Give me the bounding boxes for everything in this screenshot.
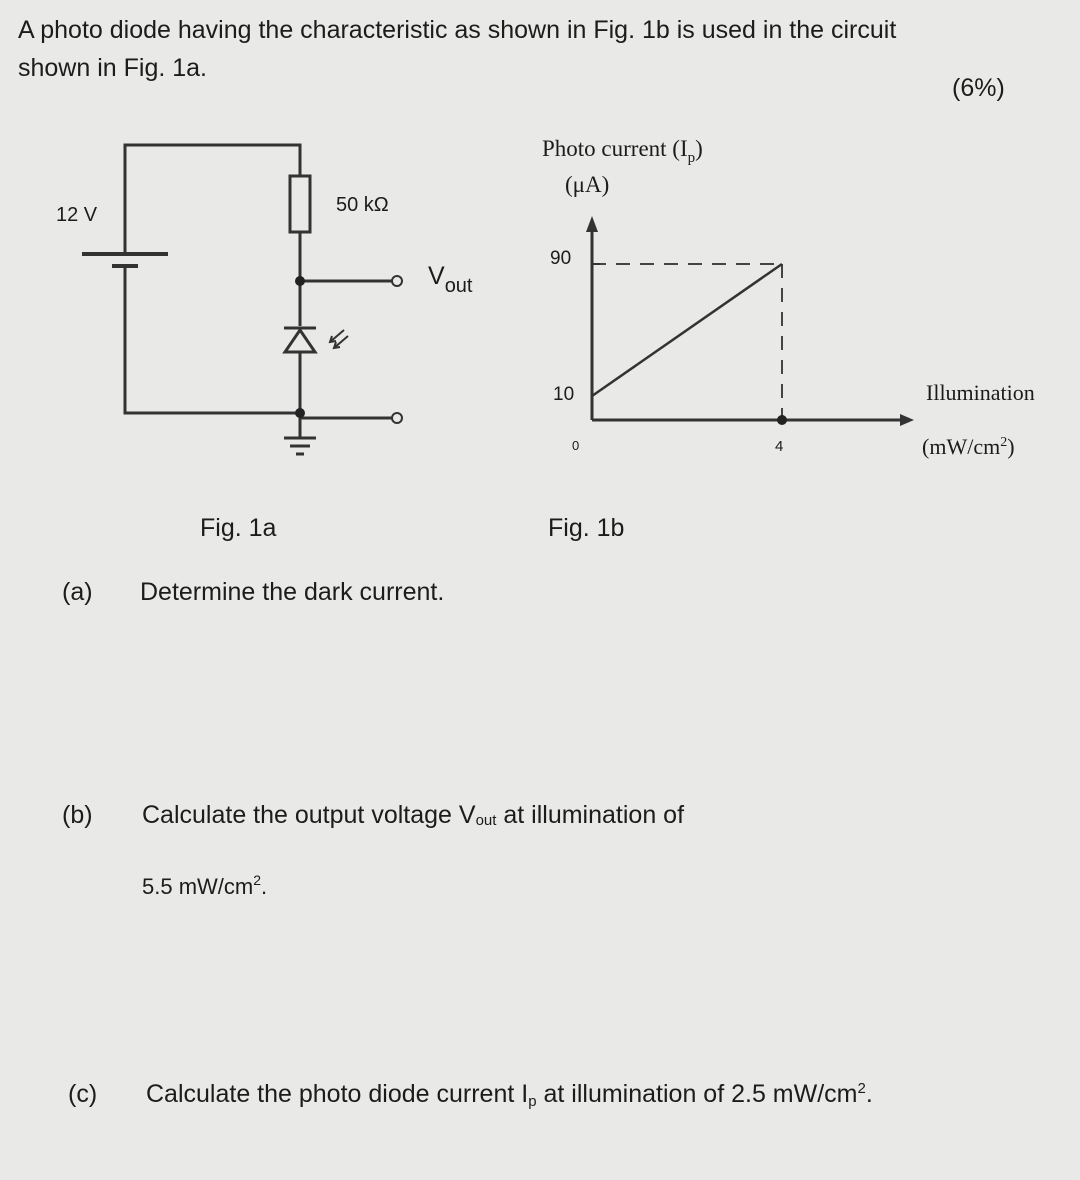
- question-c-main: Calculate the photo diode current I: [146, 1080, 529, 1108]
- y-axis-arrow-icon: [586, 216, 598, 232]
- chart-title-line-1: [542, 136, 703, 166]
- question-b-sup: 2: [253, 872, 262, 888]
- question-b-main: Calculate the output voltage V: [142, 801, 476, 829]
- question-b-end: .: [261, 874, 268, 899]
- marks-label: (6%): [952, 74, 1005, 102]
- question-b-line-2: [142, 874, 267, 900]
- question-b-subscript: out: [475, 812, 497, 829]
- question-b-value: 5.5 mW/cm: [142, 874, 254, 899]
- question-b-text: [142, 801, 684, 830]
- x-axis-unit-sup: 2: [1000, 435, 1008, 450]
- problem-statement-line-1: A photo diode having the characteristic as shown in Fig. 1b is used in the circuit: [18, 16, 897, 44]
- vout-subscript: out: [444, 275, 473, 297]
- question-c-sup: 2: [857, 1080, 866, 1097]
- question-c-after: at illumination of 2.5 mW/cm: [536, 1080, 858, 1108]
- question-b-label: (b): [62, 801, 93, 829]
- fig1a-caption: Fig. 1a: [200, 514, 277, 542]
- question-b-after: at illumination of: [496, 801, 685, 829]
- source-voltage-label: 12 V: [56, 204, 98, 226]
- question-c-end: .: [865, 1080, 873, 1108]
- chart-title-main: Photo current (I: [542, 136, 688, 161]
- resistor-label: 50 kΩ: [336, 194, 389, 216]
- x-axis-arrow-icon: [900, 414, 914, 426]
- y-tick-label-10: 10: [553, 384, 575, 405]
- question-c-label: (c): [68, 1080, 98, 1108]
- chart-title-subscript: p: [687, 150, 696, 166]
- x-tick-label-4: 4: [775, 438, 784, 455]
- chart-title-close: ): [695, 136, 703, 161]
- question-c-subscript: p: [528, 1093, 537, 1110]
- fig1b-caption: Fig. 1b: [548, 514, 625, 542]
- question-c-text: [146, 1080, 873, 1109]
- x-axis-label-line-1: Illumination: [926, 380, 1035, 405]
- x-axis-label-line-2: [922, 434, 1015, 460]
- x-tick-label-0: 0: [572, 438, 580, 453]
- vout-main: V: [428, 262, 445, 290]
- chart-title-line-2: (μA): [565, 172, 610, 197]
- y-tick-label-90: 90: [550, 248, 572, 269]
- problem-statement-line-2: shown in Fig. 1a.: [18, 54, 207, 82]
- question-a-text: Determine the dark current.: [140, 578, 445, 606]
- question-a-label: (a): [62, 578, 93, 606]
- x-axis-unit-close: ): [1007, 434, 1015, 459]
- series-line: [592, 264, 782, 396]
- x-axis-unit-main: (mW/cm: [922, 434, 1001, 459]
- data-point-x4: [777, 415, 787, 425]
